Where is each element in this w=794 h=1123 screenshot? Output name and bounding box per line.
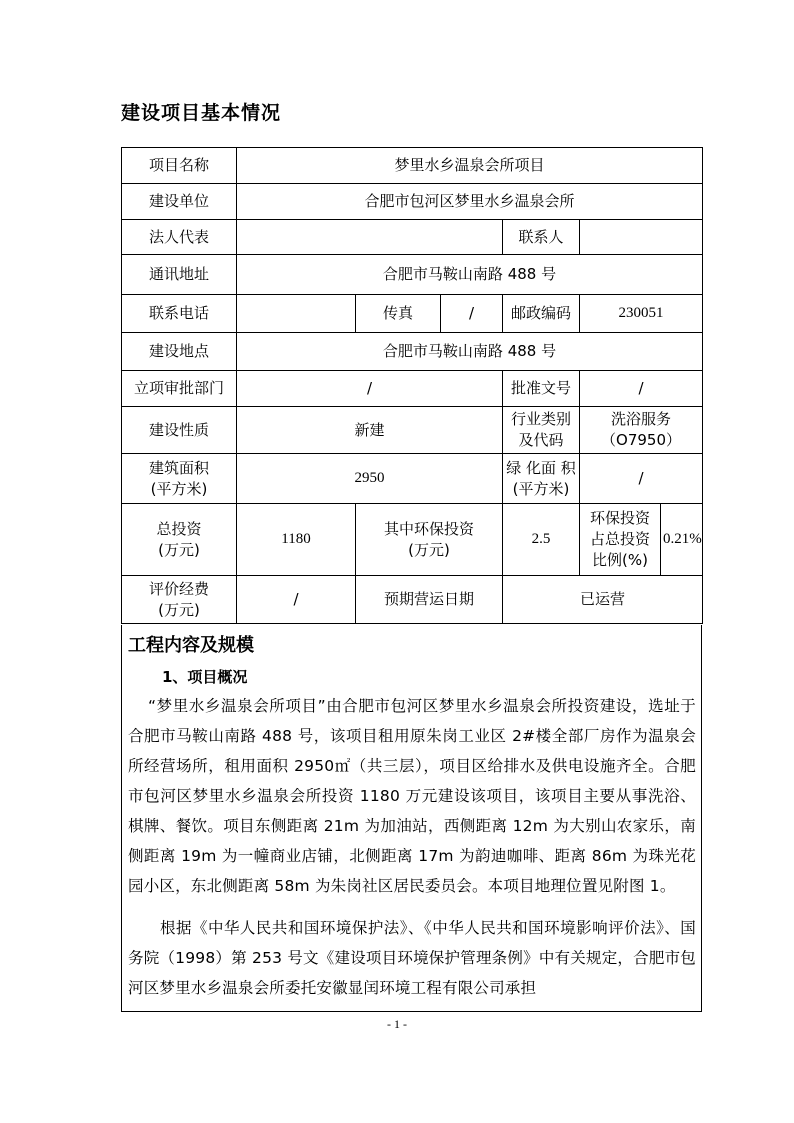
label-area-line-1: 建筑面积 xyxy=(148,458,209,477)
label-operation-date: 预期营运日期 xyxy=(356,576,503,624)
row-address xyxy=(122,255,703,295)
value-area: 2950 xyxy=(237,454,503,504)
label-investment xyxy=(122,504,237,576)
row-approval xyxy=(122,371,703,407)
section-title: 工程内容及规模 xyxy=(128,635,254,656)
project-content-section xyxy=(121,625,702,1012)
label-green-area xyxy=(503,454,580,504)
label-site: 建设地点 xyxy=(122,333,237,371)
label-fax: 传真 xyxy=(356,295,441,333)
label-investment-line-2: (万元) xyxy=(158,540,200,559)
label-green-line-1: 绿 化面 积 xyxy=(506,458,576,477)
label-doc-number: 批准文号 xyxy=(503,371,580,407)
value-contact xyxy=(580,220,703,255)
value-investment: 1180 xyxy=(237,504,356,576)
value-industry: 洗浴服务（O7950） xyxy=(580,407,703,454)
label-ratio-line-2: 占总投资 xyxy=(589,530,650,548)
value-fax: / xyxy=(441,295,503,333)
label-phone: 联系电话 xyxy=(122,295,237,333)
label-industry-line-1: 行业类别 xyxy=(510,410,571,428)
label-industry-line-2: 及代码 xyxy=(518,431,564,449)
label-legal: 法人代表 xyxy=(122,220,237,255)
label-investment-line-1: 总投资 xyxy=(156,519,202,538)
value-project-name: 梦里水乡温泉会所项目 xyxy=(237,148,703,184)
label-industry xyxy=(503,407,580,454)
value-nature: 新建 xyxy=(237,407,503,454)
row-project-name xyxy=(122,148,703,184)
row-area xyxy=(122,454,703,504)
label-fee xyxy=(122,576,237,624)
label-area-line-2: (平方米) xyxy=(150,479,208,498)
label-fee-line-1: 评价经费 xyxy=(148,579,209,598)
value-address: 合肥市马鞍山南路 488 号 xyxy=(237,255,703,295)
label-contact: 联系人 xyxy=(503,220,580,255)
label-ratio-line-1: 环保投资 xyxy=(589,509,650,527)
label-nature: 建设性质 xyxy=(122,407,237,454)
row-unit xyxy=(122,184,703,220)
value-site: 合肥市马鞍山南路 488 号 xyxy=(237,333,703,371)
value-operation-date: 已运营 xyxy=(503,576,703,624)
label-approval: 立项审批部门 xyxy=(122,371,237,407)
page-number: - 1 - xyxy=(387,1017,407,1031)
value-phone xyxy=(237,295,356,333)
value-green-area: / xyxy=(580,454,703,504)
project-info-table xyxy=(121,147,703,624)
row-fee xyxy=(122,576,703,624)
row-legal xyxy=(122,220,703,255)
value-env-investment: 2.5 xyxy=(503,504,580,576)
label-fee-line-2: (万元) xyxy=(158,600,200,619)
label-address: 通讯地址 xyxy=(122,255,237,295)
value-env-ratio: 0.21% xyxy=(661,504,703,576)
label-unit: 建设单位 xyxy=(122,184,237,220)
row-site xyxy=(122,333,703,371)
sub-title: 1、项目概况 xyxy=(162,668,248,686)
paragraph-overview: “梦里水乡温泉会所项目”由合肥市包河区梦里水乡温泉会所投资建设，选址于合肥市马鞍山南路 488 号，该项目租用原朱岗工业区 2#楼全部厂房作为温泉会所经营场所，租用面积 2950㎡（共三层），项目区给排水及供电设施齐全。合肥市包河区梦里水乡温泉会所投资 1180 万元建设该项目，该项目主要从事洗浴、棋牌、餐饮。项目东侧距离 21m 为加油站，西侧距离 12m 为大别山农家乐，南侧距离 19m 为一幢商业店铺，北侧距离 17m 为韵迪咖啡、距离 86m 为珠光花园小区，东北侧距离 58m 为朱岗社区居民委员会。本项目地理位置见附图 1。 xyxy=(128,697,696,895)
page-heading: 建设项目基本情况 xyxy=(121,102,282,124)
label-project-name: 项目名称 xyxy=(122,148,237,184)
value-doc-number: / xyxy=(580,371,703,407)
value-zip: 230051 xyxy=(580,295,703,333)
label-env-line-2: (万元) xyxy=(408,540,450,559)
label-zip: 邮政编码 xyxy=(503,295,580,333)
row-phone xyxy=(122,295,703,333)
label-env-line-1: 其中环保投资 xyxy=(383,519,474,538)
paragraph-basis: 根据《中华人民共和国环境保护法》、《中华人民共和国环境影响评价法》、国务院（1998）第 253 号文《建设项目环境保护管理条例》中有关规定，合肥市包河区梦里水乡温泉会所委托安徽显闰环境工程有限公司承担 xyxy=(128,919,696,997)
label-env-ratio xyxy=(580,504,661,576)
label-area xyxy=(122,454,237,504)
row-investment xyxy=(122,504,703,576)
label-green-line-2: (平方米) xyxy=(512,479,570,498)
label-env-investment xyxy=(356,504,503,576)
value-legal xyxy=(237,220,503,255)
row-nature xyxy=(122,407,703,454)
value-fee: / xyxy=(237,576,356,624)
value-approval: / xyxy=(237,371,503,407)
value-unit: 合肥市包河区梦里水乡温泉会所 xyxy=(237,184,703,220)
label-ratio-line-3: 比例(%) xyxy=(592,551,648,569)
